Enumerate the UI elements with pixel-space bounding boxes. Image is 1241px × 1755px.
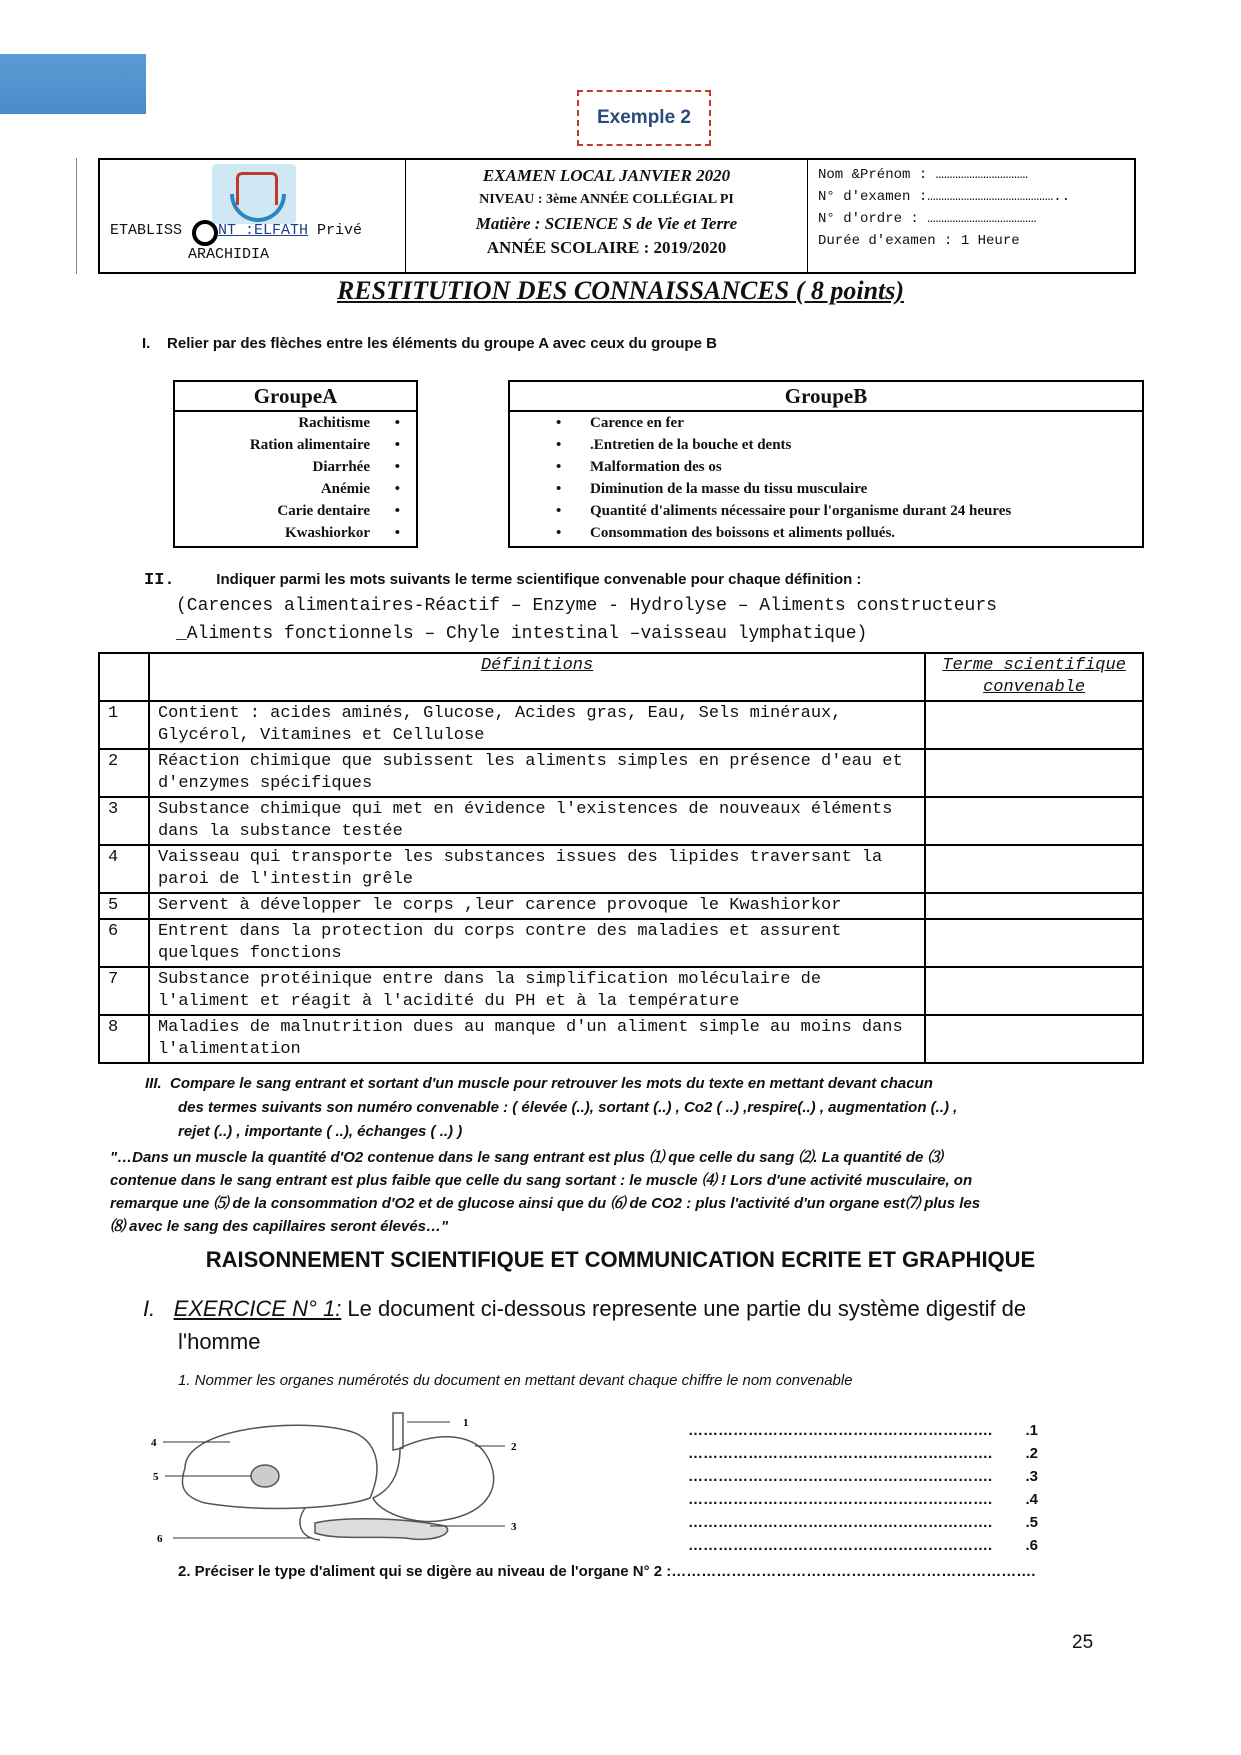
table-row [99,919,1143,967]
row-number: 6 [99,919,149,967]
duree-examen: Durée d'examen : 1 Heure [818,233,1020,249]
header-school-cell [100,160,406,272]
definitions-col-header: Définitions [149,653,925,701]
groupe-b-item[interactable]: • Malformation des os [510,456,1142,478]
stomach-outline [373,1437,494,1522]
groupe-b-item[interactable]: • Carence en fer [510,412,1142,434]
annee-scolaire: ANNÉE SCOLAIRE : 2019/2020 [486,238,727,257]
matiere: Matière : SCIENCE S de Vie et Terre [475,214,738,233]
etablissement-line: ETABLISS NT :ELFATH Privé [110,222,363,239]
liver-outline [182,1425,377,1508]
definitions-header-row [99,653,1143,701]
answer-line-3[interactable]: ……………………………………………………. .3 [688,1468,1038,1485]
gallbladder-outline [251,1465,279,1487]
row-answer-cell[interactable] [925,845,1143,893]
row-number: 5 [99,893,149,919]
digestive-system-diagram [145,1408,575,1558]
q3-para2: contenue dans le sang entrant est plus faible que celle du sang sortant : le muscle ⑷ ! Lors d'une activité musculaire, on [110,1172,973,1189]
answer-line-6[interactable]: ……………………………………………………. .6 [688,1537,1038,1554]
q2-words-line1: (Carences alimentaires-Réactif – Enzyme - Hydrolyse – Aliments constructeurs [176,596,997,616]
groupe-a-item[interactable]: Ration alimentaire • [175,434,416,456]
esophagus-outline [393,1413,403,1450]
row-number: 1 [99,701,149,749]
diagram-label-3: 3 [511,1521,517,1533]
groupe-a-item[interactable]: Anémie • [175,478,416,500]
row-answer-cell[interactable] [925,749,1143,797]
num-ordre-field[interactable]: N° d'ordre : ………………………………… [818,211,1037,227]
row-number: 2 [99,749,149,797]
row-definition: Substance protéinique entre dans la simplification moléculaire de l'aliment et réagit à l'acidité du PH et à la température [149,967,925,1015]
diagram-label-5: 5 [153,1471,159,1483]
groupe-a-item[interactable]: Kwashiorkor • [175,522,416,544]
groupe-a-title: GroupeA [175,382,416,412]
table-row [99,749,1143,797]
diagram-label-2: 2 [511,1441,517,1453]
section2-title: RAISONNEMENT SCIENTIFIQUE ET COMMUNICATION ECRITE ET GRAPHIQUE [205,1247,1036,1272]
terme-col-header: Terme scientifique convenable [925,653,1143,701]
exam-title: EXAMEN LOCAL JANVIER 2020 [482,166,731,185]
ex1-heading: I. EXERCICE N° 1: Le document ci-dessous represente une partie du système digestif de [143,1296,1027,1321]
q3-line1: III. Compare le sang entrant et sortant d'un muscle pour retrouver les mots du texte en mettant devant chacun [145,1075,933,1092]
row-definition: Servent à développer le corps ,leur carence provoque le Kwashiorkor [149,893,925,919]
groupe-b-item[interactable]: • Diminution de la masse du tissu musculaire [510,478,1142,500]
diagram-label-1: 1 [463,1417,469,1429]
row-answer-cell[interactable] [925,797,1143,845]
row-number: 7 [99,967,149,1015]
q3-line3: rejet (..) , importante ( ..), échanges ( ..) ) [178,1123,463,1140]
ville: ARACHIDIA [188,246,270,263]
table-row [99,845,1143,893]
diagram-label-6: 6 [157,1533,163,1545]
answer-line-4[interactable]: ……………………………………………………. .4 [688,1491,1038,1508]
row-number: 8 [99,1015,149,1063]
row-definition: Substance chimique qui met en évidence l'existences de nouveaux éléments dans la substance testée [149,797,925,845]
num-examen-field[interactable]: N° d'examen :……………………………………….. [818,189,1071,205]
ex1-q1: 1. Nommer les organes numérotés du document en mettant devant chaque chiffre le nom convenable [178,1372,853,1389]
table-row [99,1015,1143,1063]
q3-para1: "…Dans un muscle la quantité d'O2 contenue dans le sang entrant est plus ⑴ que celle du sang ⑵. La quantité de ⑶ [110,1149,943,1166]
q3-paragraph [110,1146,1140,1238]
groupe-b-item[interactable]: • Quantité d'aliments nécessaire pour l'organisme durant 24 heures [510,500,1142,522]
answer-line-5[interactable]: ……………………………………………………. .5 [688,1514,1038,1531]
row-answer-cell[interactable] [925,893,1143,919]
q3-para4: ⑻ avec le sang des capillaires seront élevés…" [110,1218,449,1235]
exemple-label: Exemple 2 [577,90,711,146]
school-logo-icon [212,164,296,224]
row-definition: Contient : acides aminés, Glucose, Acides gras, Eau, Sels minéraux, Glycérol, Vitamines et Cellulose [149,701,925,749]
groupe-a-item[interactable]: Rachitisme • [175,412,416,434]
definitions-table [98,652,1144,1064]
groupe-a-item[interactable]: Diarrhée • [175,456,416,478]
ex1-q2: 2. Préciser le type d'aliment qui se digère au niveau de l'organe N° 2 :………………………………………………………………. [178,1563,1036,1580]
row-answer-cell[interactable] [925,919,1143,967]
row-number: 3 [99,797,149,845]
answer-line-2[interactable]: ……………………………………………………. .2 [688,1445,1038,1462]
nom-prenom-field[interactable]: Nom &Prénom : …………………………… [818,167,1029,183]
q3-instructions [145,1072,1135,1144]
groupe-b-item[interactable]: • Consommation des boissons et aliments pollués. [510,522,1142,544]
q2-words-line2: _Aliments fonctionnels – Chyle intestinal –vaisseau lymphatique) [176,624,868,644]
q2-heading: II. Indiquer parmi les mots suivants le terme scientifique convenable pour chaque définition : [144,571,862,590]
page-number: 25 [1072,1632,1094,1653]
groupe-b-box [508,380,1144,548]
section1-title: RESTITUTION DES CONNAISSANCES ( 8 points) [336,276,905,305]
left-bracket [70,158,77,274]
row-definition: Entrent dans la protection du corps contre des maladies et assurent quelques fonctions [149,919,925,967]
header-table [98,158,1136,274]
q1-heading: I. Relier par des flèches entre les éléments du groupe A avec ceux du groupe B [142,335,717,352]
table-row [99,893,1143,919]
ex1-answer-lines [688,1419,1038,1557]
q3-para3: remarque une ⑸ de la consommation d'O2 et de glucose ainsi que du ⑹ de CO2 : plus l'activité d'un organe est⑺ plus les [110,1195,981,1212]
niveau: NIVEAU : 3ème ANNÉE COLLÉGIAL PI [479,192,734,207]
table-row [99,797,1143,845]
groupe-b-item[interactable]: • .Entretien de la bouche et dents [510,434,1142,456]
diagram-label-4: 4 [151,1437,157,1449]
groupe-a-item[interactable]: Carie dentaire • [175,500,416,522]
header-candidate-cell [808,160,1134,272]
table-row [99,967,1143,1015]
table-row [99,701,1143,749]
blue-tab [0,54,146,114]
row-answer-cell[interactable] [925,1015,1143,1063]
row-number: 4 [99,845,149,893]
groupe-b-title: GroupeB [510,382,1142,412]
groupe-a-box [173,380,418,548]
q3-line2: des termes suivants son numéro convenable : ( élevée (..), sortant (..) , Co2 ( ..) ,respire(..) , augmentation (..) , [178,1099,958,1116]
header-exam-cell [406,160,808,272]
answer-line-1[interactable]: ……………………………………………………. .1 [688,1422,1038,1439]
row-answer-cell[interactable] [925,967,1143,1015]
ex1-heading-cont: l'homme [178,1329,261,1354]
num-col-header [99,653,149,701]
row-definition: Maladies de malnutrition dues au manque d'un aliment simple au moins dans l'alimentation [149,1015,925,1063]
row-definition: Réaction chimique que subissent les aliments simples en présence d'eau et d'enzymes spécifiques [149,749,925,797]
row-definition: Vaisseau qui transporte les substances issues des lipides traversant la paroi de l'intestin grêle [149,845,925,893]
row-answer-cell[interactable] [925,701,1143,749]
